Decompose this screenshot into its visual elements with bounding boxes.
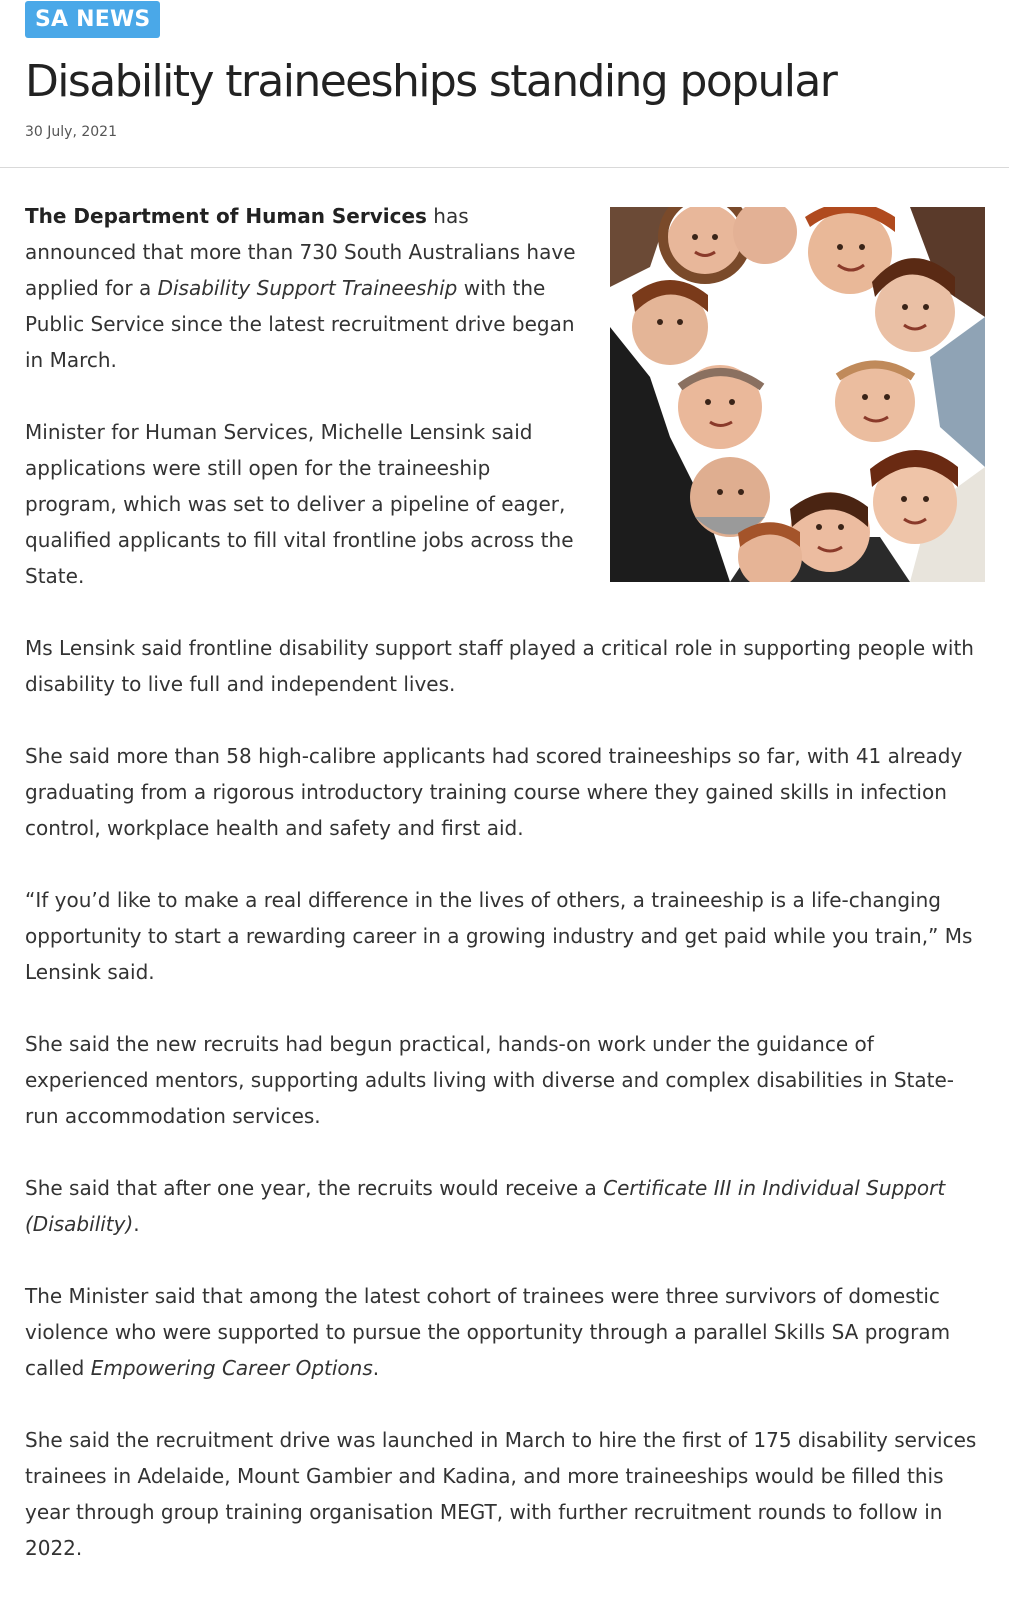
paragraph-certificate: She said that after one year, the recruits would receive a Certificate III in Individual Support (Disability). <box>25 1176 946 1236</box>
paragraph-minister: Minister for Human Services, Michelle Lensink said applications were still open for the traineeship program, which was set to deliver a pipeline of eager, qualified applicants to fill vital frontline jobs across the State. <box>25 420 574 588</box>
article-body <box>25 198 987 1602</box>
paragraph-quote: “If you’d like to make a real difference in the lives of others, a traineeship is a life-changing opportunity to start a rewarding career in a growing industry and get paid while you train,” Ms Lensink said. <box>25 888 973 984</box>
traineeship-name: Disability Support Traineeship <box>157 276 458 300</box>
page-title: Disability traineeships standing popular <box>25 56 837 107</box>
paragraph-recruits: She said the new recruits had begun practical, hands-on work under the guidance of experienced mentors, supporting adults living with diverse and complex disabilities in State-run accommodation services. <box>25 1032 955 1128</box>
paragraph-applicants: She said more than 58 high-calibre applicants had scored traineeships so far, with 41 already graduating from a rigorous introductory training course where they gained skills in infection control, workplace health and safety and first aid. <box>25 744 963 840</box>
certificate-name: Certificate III in Individual Support (Disability) <box>25 1176 946 1236</box>
paragraph-recruitment-drive: She said the recruitment drive was launched in March to hire the first of 175 disability services trainees in Adelaide, Mount Gambier and Kadina, and more traineeships would be filled this year through group training organisation MEGT, with further recruitment rounds to follow in 2022. <box>25 1428 977 1560</box>
department-name: The Department of Human Services <box>25 204 427 228</box>
category-tag[interactable]: SA NEWS <box>25 1 160 38</box>
paragraph-intro: The Department of Human Services has announced that more than 730 South Australians have applied for a Disability Support Traineeship with the Public Service since the latest recruitment drive began in March. <box>25 204 576 372</box>
header-divider <box>0 167 1009 168</box>
publish-date: 30 July, 2021 <box>25 124 117 140</box>
paragraph-cohort: The Minister said that among the latest cohort of trainees were three survivors of domestic violence who were supported to pursue the opportunity through a parallel Skills SA program called Empowering Career Options. <box>25 1284 951 1380</box>
program-name: Empowering Career Options <box>90 1356 373 1380</box>
paragraph-role: Ms Lensink said frontline disability support staff played a critical role in supporting people with disability to live full and independent lives. <box>25 636 974 696</box>
